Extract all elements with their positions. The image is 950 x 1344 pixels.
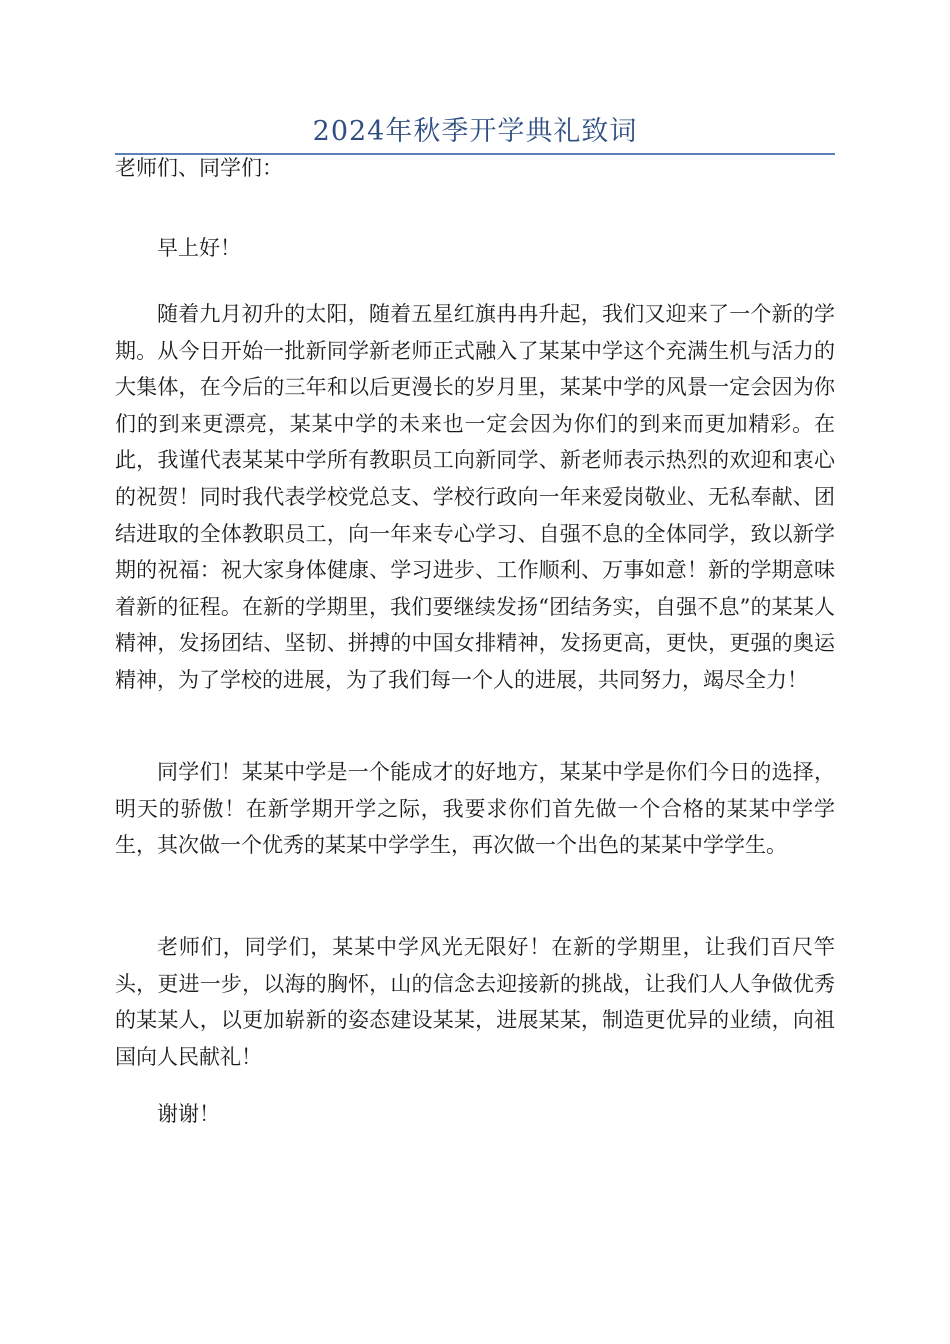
greeting: 早上好！ (157, 236, 241, 260)
document-title: 2024年秋季开学典礼致词 (312, 116, 638, 147)
body-paragraph: 同学们！某某中学是一个能成才的好地方，某某中学是你们今日的选择，明天的骄傲！在新学期开学之际，我要求你们首先做一个合格的某某中学学生，其次做一个优秀的某某中学学生，再次做一个出色的某某中学学生。 (115, 760, 835, 858)
body-paragraph: 随着九月初升的太阳，随着五星红旗冉冉升起，我们又迎来了一个新的学期。从今日开始一批新同学新老师正式融入了某某中学这个充满生机与活力的大集体，在今后的三年和以后更漫长的岁月里，某某中学的风景一定会因为你们的到来更漂亮，某某中学的未来也一定会因为你们的到来而更加精彩。在此，我谨代表某某中学所有教职员工向新同学、新老师表示热烈的欢迎和衷心的祝贺！同时我代表学校党总支、学校行政向一年来爱岗敬业、无私奉献、团结进取的全体教职员工，向一年来专心学习、自强不息的全体同学，致以新学期的祝福：祝大家身体健康、学习进步、工作顺利、万事如意！新的学期意味着新的征程。在新的学期里，我们要继续发扬“团结务实，自强不息”的某某人精神，发扬团结、坚韧、拼搏的中国女排精神，发扬更高，更快，更强的奥运精神，为了学校的进展，为了我们每一个人的进展，共同努力，竭尽全力！ (115, 302, 835, 692)
salutation: 老师们、同学们： (115, 156, 283, 180)
closing: 谢谢！ (157, 1102, 220, 1126)
body-paragraph: 老师们，同学们，某某中学风光无限好！在新的学期里，让我们百尺竿头，更进一步，以海的胸怀，山的信念去迎接新的挑战，让我们人人争做优秀的某某人，以更加崭新的姿态建设某某，进展某某，制造更优异的业绩，向祖国向人民献礼！ (115, 935, 835, 1069)
